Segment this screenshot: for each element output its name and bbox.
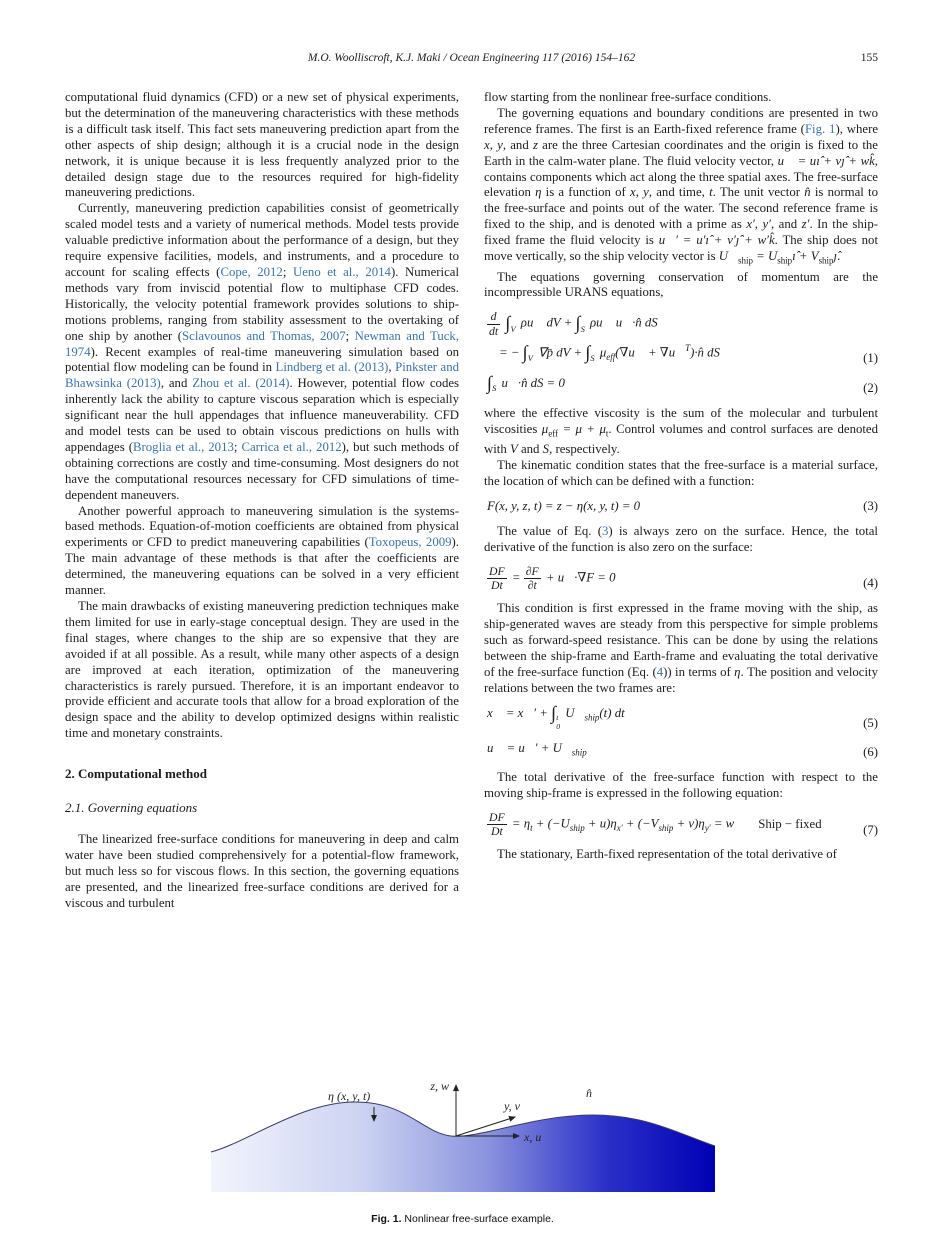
math-fragment: $\int_S$ u⃗·n̂ dS = 0 — [487, 372, 565, 394]
paragraph — [484, 458, 878, 490]
math-fragment: y′ — [704, 823, 711, 834]
text-run: n̂ — [804, 185, 811, 200]
text-run: ). Recent examples of real-time maneuvering simulation based on potential flow modeling can be found in — [65, 344, 459, 375]
subscript-text: ship — [818, 255, 834, 266]
text-run: )) in terms of — [663, 664, 735, 679]
y-axis-label: y, v — [503, 1099, 520, 1113]
math-fragment: ∂t — [527, 579, 537, 593]
math-fragment: ∫ — [487, 372, 493, 394]
equation-number: (4) — [863, 576, 878, 591]
subscript-text: t — [605, 428, 609, 439]
equation — [484, 702, 878, 732]
text-run: where the effective viscosity is the sum of the molecular and turbulent viscosities — [484, 406, 878, 436]
citation-link[interactable]: Carrica et al., 2012 — [241, 439, 342, 454]
math-fragment: 0 — [556, 721, 561, 731]
citation-link[interactable]: Ueno et al., 2014 — [293, 264, 391, 279]
equation-body — [484, 702, 855, 732]
text-run: ȷ̂ — [833, 249, 838, 264]
math-fragment: ship — [569, 823, 585, 834]
equation-body — [484, 499, 855, 515]
text-run: x — [484, 137, 490, 152]
text-run: y — [497, 137, 503, 152]
text-run: The stationary, Earth-fixed representation of the total derivative of — [497, 847, 837, 862]
math-fragment: t — [530, 823, 533, 834]
math-fragment: ship — [584, 712, 600, 723]
text-run: , — [754, 217, 763, 232]
text-run: ), where — [835, 121, 879, 136]
text-run: x′ — [746, 217, 755, 232]
figure-caption — [0, 1213, 925, 1225]
math-fragment: eff — [606, 351, 616, 362]
text-run: , contains components which act along the three spatial axes. The free-surface elevation — [484, 153, 878, 200]
math-fragment: V — [527, 352, 533, 363]
text-run: . However, potential flow codes inherently lack the ability to capture viscous separation which is especially significant near the hull appendages that influence maneuverability. CFD and model tests can be used to obtain viscous predictions on hulls with appendages ( — [65, 376, 459, 454]
math-fragment: ∂F — [525, 564, 539, 578]
text-run: is a function of — [541, 185, 631, 200]
math-fragment: t — [556, 713, 559, 723]
equation — [484, 741, 878, 761]
equation-body — [484, 741, 855, 761]
text-run: Currently, maneuvering prediction capabilities consist of geometrically scaled model tests and a variety of numerical methods. Model tests provide valuable predictive information about the performance of a design, but they require expensive facilities, models, and instruments, and a procedure to account for scaling effects ( — [65, 201, 459, 279]
equation-number: (7) — [863, 822, 878, 837]
subscript-text: ship — [777, 255, 793, 266]
text-run: = μ + μ — [558, 421, 606, 436]
math-fragment: dt — [489, 324, 499, 338]
text-run: ). Numerical methods vary from inviscid potential flow to multiphase CFD codes. Historically, the velocity potential framework provides solutions to ship-motions problems, ranging from stability assessment to the overtaking of one ship by another ( — [65, 264, 460, 343]
text-run: The linearized free-surface conditions for maneuvering in deep and calm water have been studied comprehensively for a potential-flow framework, but much less so for viscous flows. In this section, the governing equations are presented, and the linearized free-surface conditions are derived for a viscous and turbulent — [65, 831, 459, 910]
text-run: The total derivative of the free-surface function with respect to the moving ship-frame is expressed in the following equation: — [484, 770, 878, 801]
paragraph — [484, 601, 878, 696]
text-run: ), but such methods of obtaining corrections are costly and time-consuming. Most designers do not have the computational resources necessary for CFD simulations of time-dependent maneuvers. — [65, 439, 460, 502]
text-run: . In the ship-fixed frame the fluid velocity is — [484, 217, 879, 248]
text-run: U⃗ — [718, 249, 738, 264]
citation-link[interactable]: Pinkster and Bhawsinka (2013) — [65, 360, 459, 391]
citation-link[interactable]: Cope, 2012 — [220, 264, 283, 279]
math-fragment: ship — [571, 747, 587, 758]
paragraph — [484, 106, 878, 270]
equation-number: (5) — [863, 715, 878, 730]
text-run: y′ — [762, 217, 771, 232]
math-fragment: $\frac{DF}{Dt}$ = $\eta_t + (-U_{ship} + u)\eta_{x'} + (-V_{ship} + v)\eta_{y'} = w$ Ship − fixed — [489, 811, 822, 839]
subscript-text: eff — [548, 428, 558, 439]
text-run: . The position and velocity relations between the two frames are: — [484, 664, 878, 695]
math-fragment — [487, 811, 507, 838]
equation-number: (1) — [863, 350, 878, 365]
right-column — [484, 90, 878, 912]
text-run: The governing equations and boundary conditions are presented in two reference frames. The first is an Earth-fixed reference frame ( — [484, 105, 878, 136]
text-run: . The ship does not move vertically, so the ship velocity vector is — [484, 233, 879, 264]
equation-number: (3) — [863, 499, 878, 514]
math-fragment: ∫ — [522, 342, 528, 364]
equation — [484, 499, 878, 515]
text-run: , — [388, 360, 396, 375]
text-run: ; — [233, 439, 242, 454]
text-run: , — [635, 185, 644, 200]
page-number: 155 — [860, 52, 878, 64]
math-fragment: ship — [658, 823, 674, 834]
text-run: , and — [502, 137, 533, 152]
math-fragment: ∫ — [551, 702, 557, 724]
math-fragment: Dt — [490, 579, 503, 593]
text-run: u⃗ = uı̂ + vȷ̂ + wk̂ — [777, 153, 875, 168]
equation — [484, 372, 878, 398]
citation-link[interactable]: 3 — [602, 524, 609, 539]
math-fragment: ∫ — [505, 313, 511, 335]
text-run: x — [630, 185, 636, 200]
text-run: computational fluid dynamics (CFD) or a new set of physical experiments, but the determination of the maneuvering characteristics with these methods is a difficult task itself. This fact sets maneuvering prediction apart from the other aspects of ship design; although it is a crucial node in the design network, it is unique because it is less frequently analyzed prior to the detailed design stage due to the resources required for high-fidelity maneuvering predictions. — [65, 90, 459, 200]
math-fragment — [487, 565, 507, 592]
text-run: This condition is first expressed in the frame moving with the ship, as ship-generated waves are steady from this perspective for simple problems such as forward-speed resistance. This can be done by using the relations between the ship-frame and Earth-frame and evaluating the total derivative of the free-surface function (Eq. ( — [484, 601, 878, 679]
math-fragment: ∫ — [575, 313, 581, 335]
math-fragment — [487, 310, 500, 337]
math-fragment — [524, 565, 541, 592]
text-run: The kinematic condition states that the free-surface is a material surface, the location of which can be defined with a function: — [484, 458, 878, 489]
paragraph — [484, 524, 878, 556]
citation-link[interactable]: Sclavounos and Thomas, 2007 — [182, 328, 346, 343]
text-run: are the three Cartesian coordinates and the origin is fixed to the Earth in the calm-water plane. The fluid velocity vector, — [484, 137, 878, 168]
text-run: . Control volumes and control surfaces are denoted with — [484, 421, 878, 457]
text-run: . The unit vector — [712, 185, 805, 200]
citation-link[interactable]: 4 — [656, 664, 664, 679]
text-run: is normal to the free-surface and points out of the water. The second reference frame is fixed to the ship, and is denoted with a prime as — [484, 185, 878, 232]
z-axis-label: z, w — [429, 1079, 449, 1093]
text-run: , and time, — [648, 185, 710, 200]
figure-caption-label: Fig. 1. — [371, 1213, 402, 1225]
citation-link[interactable]: Fig. 1 — [804, 121, 836, 136]
text-run: , respectively. — [549, 442, 620, 457]
text-run: t — [709, 185, 713, 200]
text-run: S — [542, 442, 550, 457]
citation-link[interactable]: Zhou et al. (2014) — [192, 376, 290, 391]
running-head: M.O. Woolliscroft, K.J. Maki / Ocean Engineering 117 (2016) 154–162 — [307, 52, 636, 64]
citation-link[interactable]: Broglia et al., 2013 — [132, 439, 234, 454]
math-fragment: = − $\int_V$ ∇p̄ dV + $\int_S$ $\mu_{eff}(\nabla u⃗$ + ∇u⃗$^T$)·n̂ dS — [499, 342, 720, 364]
paragraph — [65, 201, 459, 503]
text-run: Another powerful approach to maneuvering simulation is the systems-based methods. Equation-of-motion coefficients are obtained from physical experiments or CFD to predict maneuvering capabilities ( — [65, 503, 459, 550]
text-run: The equations governing conservation of momentum are the incompressible URANS equations, — [484, 269, 878, 300]
text-run: ı̂ + V — [792, 249, 819, 264]
math-fragment: $\frac{d}{dt}$ $\int_V$ ρu⃗ dV + $\int_S$ ρu⃗ u⃗·n̂ dS — [489, 310, 658, 338]
text-run: u⃗′ = u′ı̂ + v′ȷ̂ + w′k̂ — [658, 233, 775, 248]
math-fragment: S — [590, 352, 595, 363]
text-run: ; — [282, 264, 293, 279]
subscript-text: ship — [738, 255, 753, 266]
text-run: , and — [770, 217, 802, 232]
free-surface-diagram — [203, 1076, 723, 1208]
equation-body — [484, 811, 855, 838]
equation-number: (6) — [863, 745, 878, 760]
math-fragment: d — [487, 310, 500, 324]
text-run: The value of Eq. ( — [497, 524, 603, 539]
paragraph — [65, 90, 459, 201]
x-axis-label: x, u — [523, 1130, 541, 1144]
figure-caption-text: Nonlinear free-surface example. — [404, 1213, 554, 1225]
math-fragment: S — [492, 383, 497, 394]
math-fragment — [556, 714, 560, 732]
math-fragment: Dt — [490, 825, 503, 839]
math-fragment: T — [685, 342, 691, 353]
paragraph — [484, 770, 878, 802]
paragraph — [65, 504, 459, 599]
math-fragment: $\frac{DF}{Dt}$ = $\frac{\partial F}{\partial t}$ + u⃗·∇F = 0 — [489, 564, 616, 593]
text-run: ). The main advantage of these methods is that after the coefficients are determined, the maneuvering equations can be solved in a very efficient manner. — [65, 535, 459, 598]
equation-body — [484, 310, 855, 366]
equation — [484, 310, 878, 366]
citation-link[interactable]: Lindberg et al. (2013) — [275, 360, 389, 375]
paragraph — [65, 599, 459, 742]
text-run: , and — [160, 376, 193, 391]
equation-body — [484, 372, 855, 398]
math-fragment: V — [510, 323, 516, 334]
text-run: flow starting from the nonlinear free-surface conditions. — [484, 90, 772, 104]
text-run: η — [734, 664, 741, 679]
text-run: η — [535, 185, 542, 200]
equation — [484, 811, 878, 838]
text-run: y — [643, 185, 649, 200]
paragraph — [484, 90, 878, 106]
text-run: . — [837, 249, 841, 264]
paragraph — [484, 406, 878, 458]
paragraph — [484, 270, 878, 302]
text-run: z′ — [801, 217, 810, 232]
text-run: ) is always zero on the surface. Hence, the total derivative of the function is also zero on the surface: — [484, 524, 878, 554]
math-fragment: DF — [489, 564, 505, 578]
citation-link[interactable]: Toxopeus, 2009 — [368, 535, 452, 550]
equation-number: (2) — [863, 381, 878, 396]
citation-link[interactable]: Newman and Tuck, 1974 — [65, 328, 459, 359]
text-run: z — [532, 137, 538, 152]
math-fragment: ∫ — [585, 342, 591, 364]
text-run: = U — [752, 249, 778, 264]
figure-1 — [0, 1076, 925, 1225]
math-fragment: S — [580, 323, 585, 334]
math-fragment: x′ — [616, 823, 623, 834]
equation — [484, 565, 878, 592]
eta-label: η (x, y, t) — [327, 1089, 370, 1103]
paragraph — [65, 832, 459, 912]
two-column-content — [65, 90, 878, 912]
subsection-heading: 2.1. Governing equations — [65, 800, 198, 816]
text-run: The main drawbacks of existing maneuvering prediction techniques make them limited for use in early-stage conceptual design. They are used in the final stages, where changes to the ship are so expensive that they are avoided if at all possible. As a result, while many other aspects of a design are improved at each iteration, optimization of the maneuvering characteristics is rarely pursued. Therefore, it is an important endeavor to provide efficient and accurate tools that allow for a broad exploration of the design space and the ability to develop optimized designs within realistic time and monetary constraints. — [65, 599, 459, 741]
text-run: μ — [541, 421, 549, 436]
math-fragment: x⃗ = x⃗′ + ∫ t 0 $U⃗_{ship}(t)$ dt — [487, 702, 625, 731]
paragraph — [484, 847, 878, 863]
math-fragment: Ship − fixed — [758, 816, 822, 831]
text-run: , — [489, 137, 498, 152]
water-body — [211, 1102, 715, 1192]
equation-body — [484, 565, 855, 592]
section-heading: 2. Computational method — [65, 766, 207, 782]
text-run: and — [517, 442, 543, 457]
math-fragment: F(x, y, z, t) = z − η(x, y, t) = 0 — [487, 499, 641, 514]
left-column — [65, 90, 459, 912]
text-run: ; — [345, 328, 355, 343]
math-fragment: u⃗ = u⃗′ + $U⃗_{ship}$ — [487, 740, 587, 758]
text-run: V — [509, 442, 518, 457]
math-fragment: DF — [489, 811, 505, 825]
normal-vector-label: n̂ — [585, 1086, 592, 1100]
